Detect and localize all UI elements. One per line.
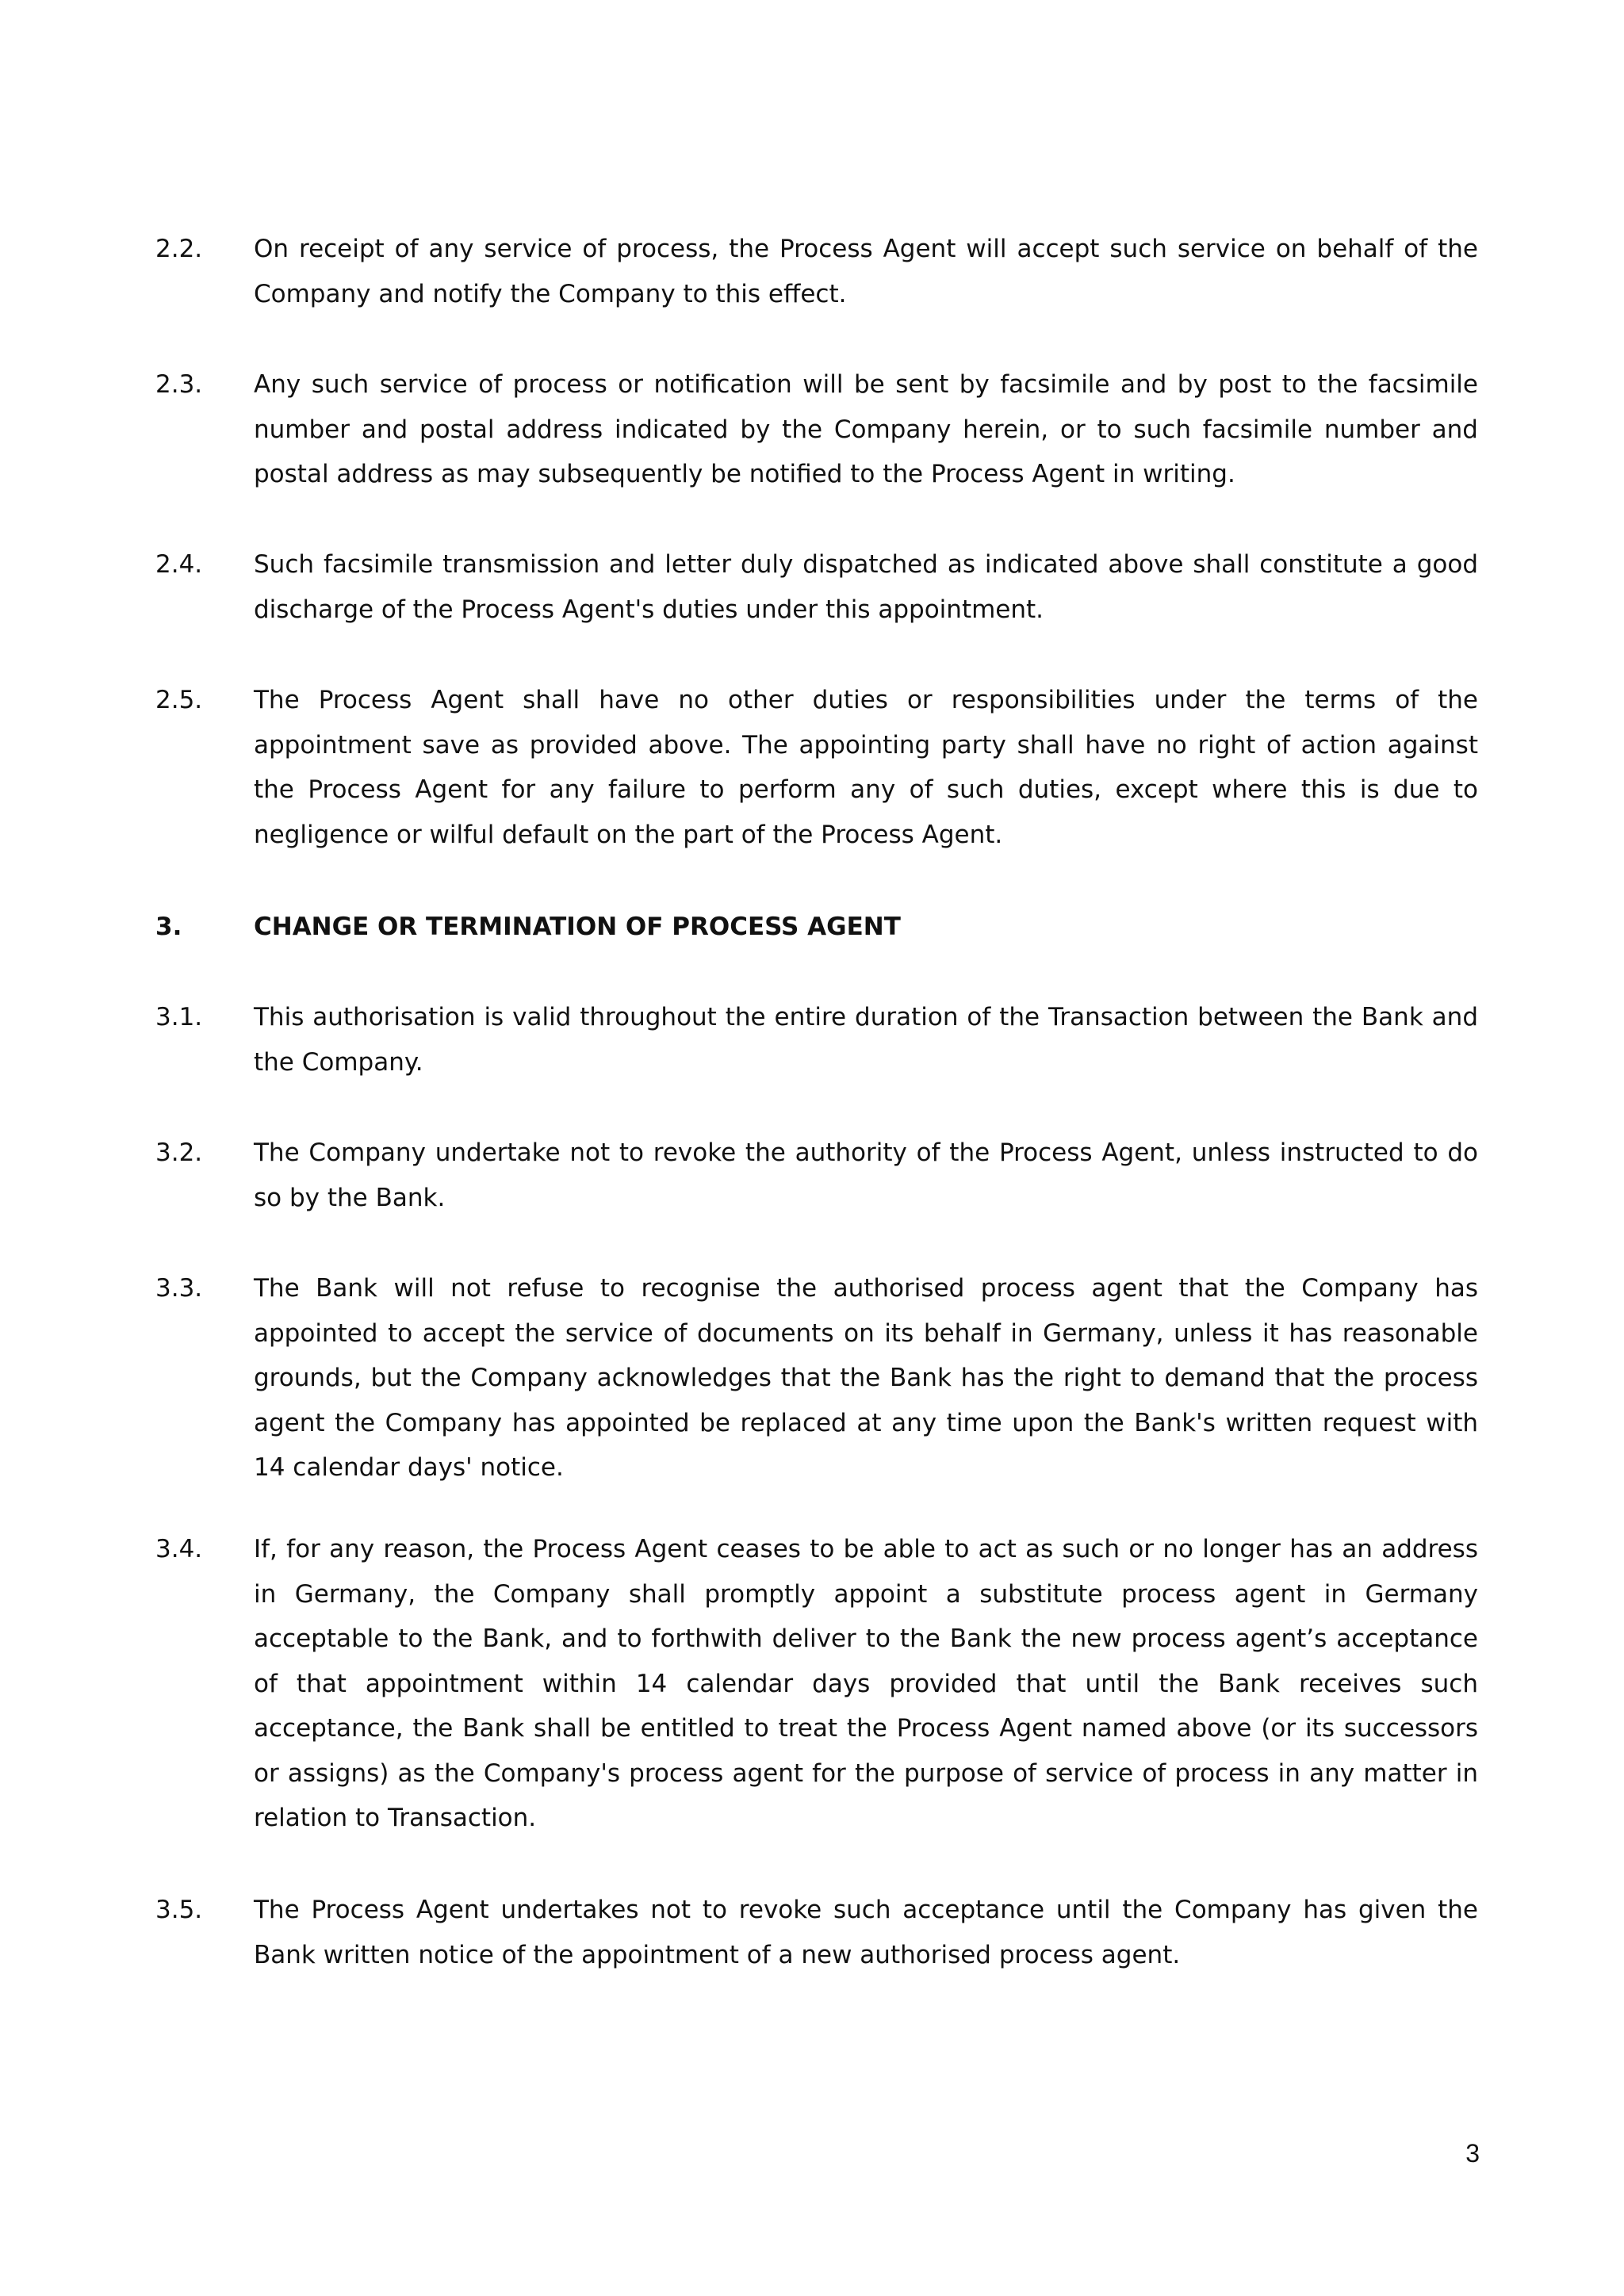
clause-number: 2.3. bbox=[155, 370, 203, 399]
clause-3-2 bbox=[155, 1131, 1478, 1220]
clause-text: The Process Agent shall have no other duties or responsibilities under the terms of the appointment save as provided above. The appointing party shall have no right of action against the Process Agent for any failure to perform any of such duties, except where this is due to negligence or wilful default on the part of the Process Agent. bbox=[254, 686, 1478, 849]
clause-text: The Bank will not refuse to recognise the authorised process agent that the Company has appointed to accept the service of documents on its behalf in Germany, unless it has reasonable grounds, but the Company acknowledges that the Bank has the right to demand that the process agent the Company has appointed be replaced at any time upon the Bank's written request with 14 calendar days' notice. bbox=[254, 1274, 1478, 1482]
clause-number: 3.2. bbox=[155, 1138, 203, 1167]
clause-number: 3.3. bbox=[155, 1274, 203, 1303]
clause-text: This authorisation is valid throughout the entire duration of the Transaction between the Bank and the Company. bbox=[254, 1003, 1478, 1077]
clause-3-4 bbox=[155, 1527, 1478, 1841]
clause-text: On receipt of any service of process, the Process Agent will accept such service on behalf of the Company and notify the Company to this effect. bbox=[254, 235, 1478, 308]
clause-text: Any such service of process or notification will be sent by facsimile and by post to the facsimile number and postal address indicated by the Company herein, or to such facsimile number and postal address as may subsequently be notified to the Process Agent in writing. bbox=[254, 370, 1478, 488]
clause-number: 3.1. bbox=[155, 1003, 203, 1031]
clause-number: 2.4. bbox=[155, 550, 203, 579]
clause-text: The Process Agent undertakes not to revoke such acceptance until the Company has given the Bank written notice of the appointment of a new authorised process agent. bbox=[254, 1896, 1478, 1969]
clause-number: 3.4. bbox=[155, 1535, 203, 1563]
clause-number: 2.5. bbox=[155, 686, 203, 714]
clause-3-5 bbox=[155, 1888, 1478, 1977]
section-number: 3. bbox=[155, 913, 182, 941]
clause-3-1 bbox=[155, 995, 1478, 1085]
clause-2-5 bbox=[155, 678, 1478, 857]
page-number: 3 bbox=[1465, 2139, 1480, 2168]
section-title: CHANGE OR TERMINATION OF PROCESS AGENT bbox=[254, 913, 901, 941]
clause-text: The Company undertake not to revoke the authority of the Process Agent, unless instructed to do so by the Bank. bbox=[254, 1138, 1478, 1212]
clause-number: 3.5. bbox=[155, 1896, 203, 1924]
section-3-heading bbox=[155, 905, 1478, 950]
clause-number: 2.2. bbox=[155, 235, 203, 263]
clause-2-3 bbox=[155, 362, 1478, 497]
clause-text: If, for any reason, the Process Agent ceases to be able to act as such or no longer has an address in Germany, the Company shall promptly appoint a substitute process agent in Germany acceptable to the Bank, and to forthwith deliver to the Bank the new process agent’s acceptance of that appointment within 14 calendar days provided that until the Bank receives such acceptance, the Bank shall be entitled to treat the Process Agent named above (or its successors or assigns) as the Company's process agent for the purpose of service of process in any matter in relation to Transaction. bbox=[254, 1535, 1478, 1832]
clause-2-2 bbox=[155, 227, 1478, 316]
clause-2-4 bbox=[155, 542, 1478, 632]
clause-text: Such facsimile transmission and letter duly dispatched as indicated above shall constitute a good discharge of the Process Agent's duties under this appointment. bbox=[254, 550, 1478, 624]
clause-3-3 bbox=[155, 1266, 1478, 1490]
